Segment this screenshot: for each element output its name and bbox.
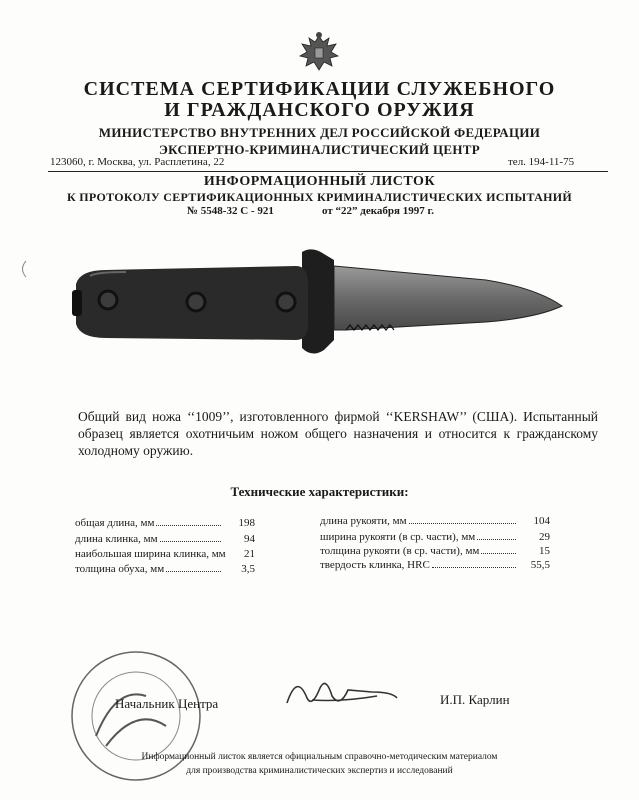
system-title-line1: СИСТЕМА СЕРТИФИКАЦИИ СЛУЖЕБНОГО [83, 78, 556, 100]
document-title: ИНФОРМАЦИОННЫЙ ЛИСТОК [203, 174, 436, 189]
spec-row: твердость клинка, HRC 55,5 [320, 559, 550, 571]
footer-note-line1: Информационный листок является официальным справочно-методическим материалом [141, 752, 498, 762]
specs-title: Технические характеристики: [230, 484, 409, 499]
header-divider [48, 171, 608, 172]
address: 123060, г. Москва, ул. Расплетина, 22 [50, 156, 225, 168]
signatory-name: И.П. Карлин [440, 692, 510, 707]
ministry-name: МИНИСТЕРСТВО ВНУТРЕННИХ ДЕЛ РОССИЙСКОЙ ФЕДЕРАЦИИ [98, 125, 541, 140]
chief-title: Начальник Центра [115, 696, 219, 711]
official-stamp [66, 646, 206, 786]
phone: тел. 194-11-75 [508, 156, 575, 168]
spec-row: толщина обуха, мм 3,5 [75, 563, 255, 575]
protocol-date: от “22” декабря 1997 г. [322, 205, 434, 217]
spec-row: длина клинка, мм 94 [75, 533, 255, 545]
spec-row: общая длина, мм 198 [75, 517, 255, 529]
knife-photo [66, 244, 566, 364]
knife-description: Общий вид ножа ‘‘1009’’, изготовленного фирмой ‘‘KERSHAW’’ (США). Испытанный образец является охотничьим ножом общего назначения и относится к гражданскому холодному оружию. [78, 409, 598, 458]
document-subtitle: К ПРОТОКОЛУ СЕРТИФИКАЦИОННЫХ КРИМИНАЛИСТИЧЕСКИХ ИСПЫТАНИЙ [66, 190, 573, 204]
footer-note-line2: для производства криминалистических экспертиз и исследований [186, 766, 453, 776]
coat-of-arms-icon [296, 30, 342, 76]
system-title-line2: И ГРАЖДАНСКОГО ОРУЖИЯ [164, 99, 475, 121]
center-name: ЭКСПЕРТНО-КРИМИНАЛИСТИЧЕСКИЙ ЦЕНТР [159, 142, 480, 157]
protocol-number: № 5548-32 С - 921 [187, 205, 274, 217]
handwritten-signature [282, 668, 402, 718]
spec-row: ширина рукояти (в ср. части), мм 29 [320, 531, 550, 543]
punch-hole-mark [18, 260, 28, 278]
spec-row: наибольшая ширина клинка, мм 21 [75, 548, 255, 560]
spec-row: длина рукояти, мм 104 [320, 515, 550, 527]
spec-row: толщина рукояти (в ср. части), мм 15 [320, 545, 550, 557]
